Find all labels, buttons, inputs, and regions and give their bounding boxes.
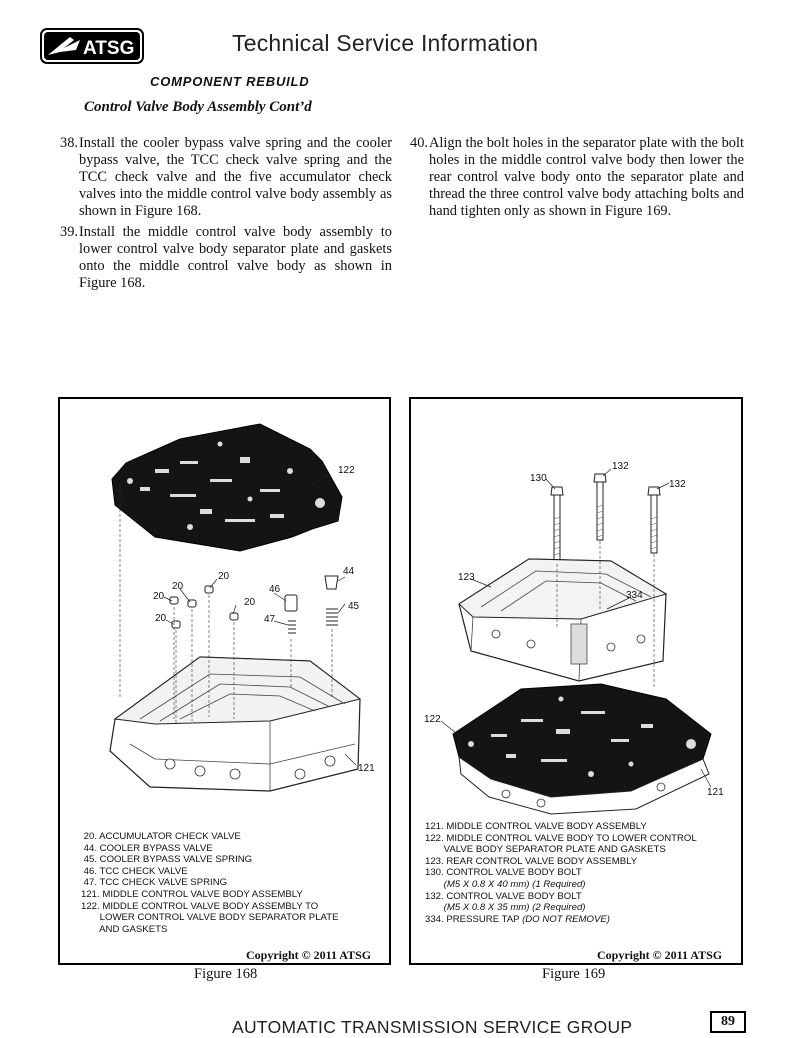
callout-132: 132 [669, 479, 686, 490]
step-text: Align the bolt holes in the separator plate with the bolt holes in the middle control valve body then lower the rear control valve body onto the separator plate and thread the three control valve body attaching bolts and hand tighten only as shown in Figure 169. [429, 135, 744, 219]
callout-45: 45 [348, 601, 360, 612]
step-39 [60, 224, 392, 292]
legend-item: 121. MIDDLE CONTROL VALVE BODY ASSEMBLY [81, 888, 303, 900]
callout-44: 44 [343, 566, 355, 577]
legend-item: 130. CONTROL VALVE BODY BOLT [425, 867, 582, 879]
step-text: Install the middle control valve body assembly to lower control valve body separator plate and gaskets onto the middle control valve body as shown in Figure 168. [79, 224, 392, 291]
callout-132: 132 [612, 461, 629, 472]
figure-168-copyright: Copyright © 2011 ATSG [246, 948, 372, 962]
legend-item: 44. COOLER BYPASS VALVE [81, 842, 213, 854]
callout-130: 130 [530, 473, 547, 484]
callout-123: 123 [458, 572, 475, 583]
legend-item: 132. CONTROL VALVE BODY BOLT [425, 890, 582, 902]
callout-20: 20 [218, 571, 230, 582]
step-number: 40. [410, 135, 428, 151]
figure-169-panel [409, 397, 743, 965]
callout-121: 121 [358, 763, 375, 774]
atsg-logo [40, 28, 144, 64]
legend-item: 122. MIDDLE CONTROL VALVE BODY TO LOWER CONTROL [425, 832, 697, 844]
figure-168-legend [81, 831, 339, 935]
legend-item: 122. MIDDLE CONTROL VALVE BODY ASSEMBLY TO [81, 900, 319, 912]
callout-122: 122 [338, 465, 355, 476]
page-number: 89 [710, 1011, 746, 1033]
step-number: 39. [60, 224, 78, 240]
step-40 [410, 135, 744, 220]
section-title: COMPONENT REBUILD [150, 74, 310, 89]
legend-item: 20. ACCUMULATOR CHECK VALVE [81, 831, 241, 842]
logo-text: ATSG [83, 38, 135, 59]
legend-item: 123. REAR CONTROL VALVE BODY ASSEMBLY [425, 855, 638, 867]
legend-item: 334. PRESSURE TAP (DO NOT REMOVE) [425, 913, 611, 925]
legend-item: 45. COOLER BYPASS VALVE SPRING [81, 854, 253, 866]
step-38 [60, 135, 392, 220]
figure-169-legend [425, 821, 697, 925]
callout-20: 20 [172, 581, 184, 592]
figure-169-copyright: Copyright © 2011 ATSG [597, 948, 723, 962]
footer-text: AUTOMATIC TRANSMISSION SERVICE GROUP [232, 1017, 633, 1037]
callout-20: 20 [153, 591, 165, 602]
legend-item: (M5 X 0.8 X 35 mm) (2 Required) [443, 902, 586, 914]
step-text: Install the cooler bypass valve spring and the cooler bypass valve, the TCC check valve spring and the TCC check valve and the five accumulator check valves into the middle control valve body assembly as shown in Figure 168. [79, 135, 392, 219]
callout-334: 334 [626, 590, 643, 601]
callout-20: 20 [244, 597, 256, 608]
legend-item: 47. TCC CHECK VALVE SPRING [81, 877, 228, 889]
legend-item: LOWER CONTROL VALVE BODY SEPARATOR PLATE [81, 912, 339, 924]
legend-item: 121. MIDDLE CONTROL VALVE BODY ASSEMBLY [425, 821, 647, 832]
subsection-title: Control Valve Body Assembly Cont’d [84, 99, 312, 115]
callout-121: 121 [707, 787, 724, 798]
legend-item: AND GASKETS [81, 923, 168, 935]
legend-item: 46. TCC CHECK VALVE [81, 865, 188, 877]
callout-46: 46 [269, 584, 281, 595]
figure-168-panel [58, 397, 391, 965]
step-number: 38. [60, 135, 78, 151]
legend-item: VALVE BODY SEPARATOR PLATE AND GASKETS [425, 844, 666, 856]
figure-169-caption: Figure 169 [542, 966, 606, 982]
callout-47: 47 [264, 614, 276, 625]
legend-item: (M5 X 0.8 X 40 mm) (1 Required) [443, 878, 586, 890]
callout-122: 122 [424, 714, 441, 725]
callout-20: 20 [155, 613, 167, 624]
figure-168-caption: Figure 168 [194, 966, 258, 982]
header-title: Technical Service Information [232, 30, 539, 56]
